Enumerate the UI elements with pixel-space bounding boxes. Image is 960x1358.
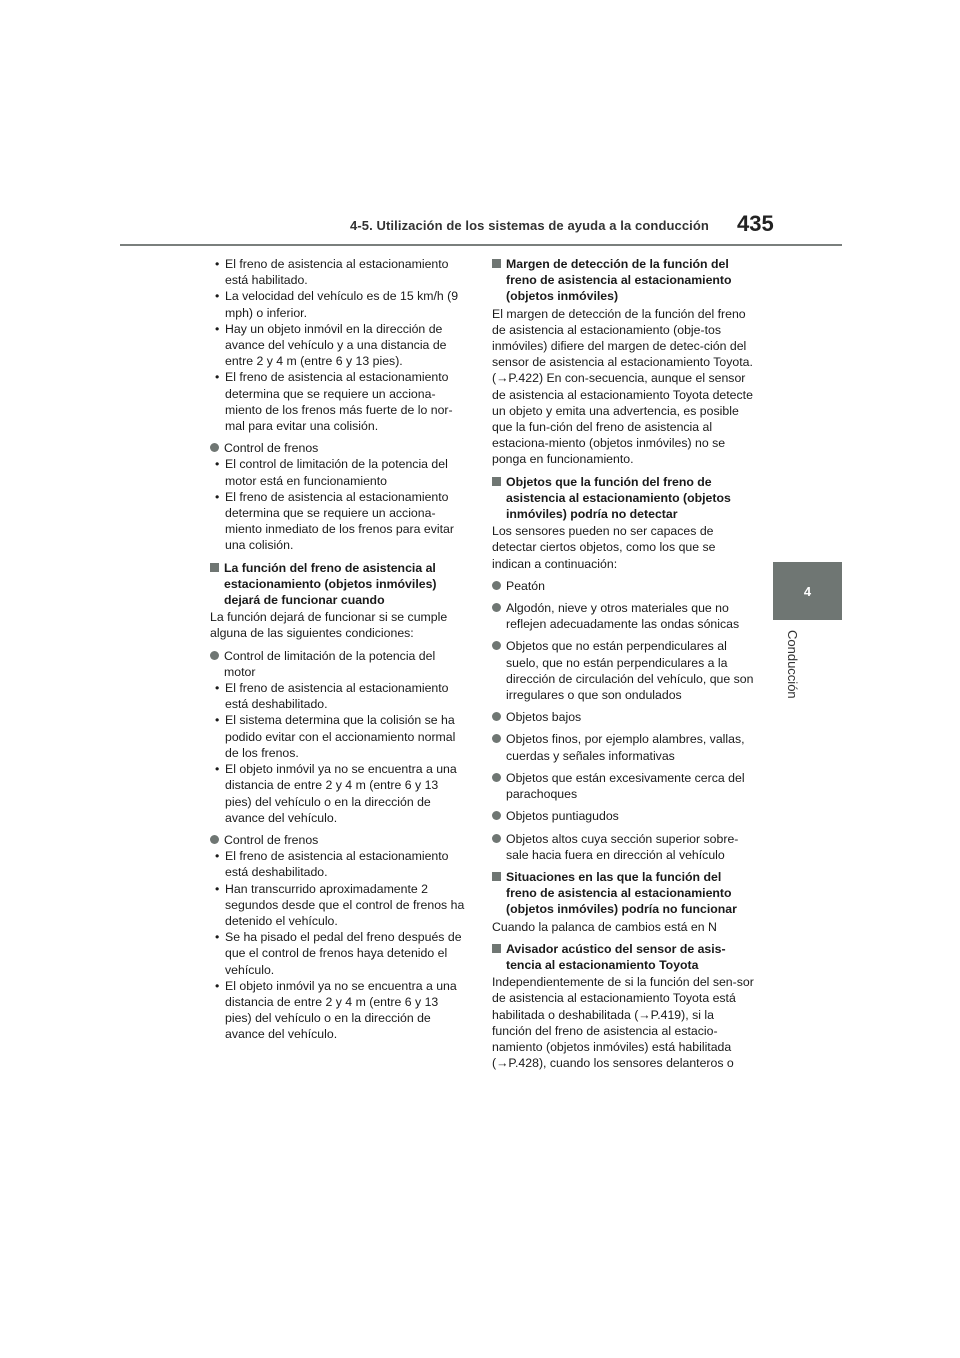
section-title: 4-5. Utilización de los sistemas de ayuda a la conducción bbox=[350, 218, 709, 233]
buzzer-heading: Avisador acústico del sensor de asis-tencia al estacionamiento Toyota bbox=[492, 941, 754, 973]
left-column bbox=[210, 256, 468, 1043]
list-item: • El freno de asistencia al estacionamiento está habilitado. bbox=[210, 256, 468, 288]
list-item: Peatón bbox=[492, 578, 754, 594]
list-item: Objetos altos cuya sección superior sobre-sale hacia fuera en dirección al vehículo bbox=[492, 831, 754, 863]
list-item: Objetos puntiagudos bbox=[492, 808, 754, 824]
buzzer-text: Independientemente de si la función del sen-sor de asistencia al estacionamiento Toyota está habilitada o deshabilitada (→P.419), si la función del freno de asistencia al estacio-namiento (objetos inmóviles) está habilitada (→P.428), cuando los sensores delanteros o bbox=[492, 975, 754, 1071]
list-item: • Hay un objeto inmóvil en la dirección de avance del vehículo y a una distancia de entre 2 y 4 m (entre 6 y 13 pies). bbox=[210, 321, 468, 370]
brake-control-item: Control de frenos bbox=[210, 832, 468, 848]
list-item: • La velocidad del vehículo es de 15 km/h (9 mph) o inferior. bbox=[210, 288, 468, 320]
list-item: Objetos bajos bbox=[492, 709, 754, 725]
right-column bbox=[492, 256, 754, 1071]
list-item: • El objeto inmóvil ya no se encuentra a una distancia de entre 2 y 4 m (entre 6 y 13 pies) del vehículo o en la dirección de avance del vehículo. bbox=[210, 978, 468, 1043]
list-item: • El freno de asistencia al estacionamiento determina que se requiere un acciona-miento de los frenos más fuerte de lo nor-mal para evitar una colisión. bbox=[210, 369, 468, 434]
chapter-tab: 4 bbox=[773, 562, 842, 620]
undetected-heading: Objetos que la función del freno de asistencia al estacionamiento (objetos inmóviles) podría no detectar bbox=[492, 474, 754, 523]
list-item: • El freno de asistencia al estacionamiento está deshabilitado. bbox=[210, 848, 468, 880]
limit-control-item: Control de limitación de la potencia del motor bbox=[210, 648, 468, 680]
stop-intro: La función dejará de funcionar si se cumple alguna de las siguientes condiciones: bbox=[210, 610, 448, 641]
list-item: Objetos finos, por ejemplo alambres, vallas, cuerdas y señales informativas bbox=[492, 731, 754, 763]
list-item: Objetos que están excesivamente cerca del parachoques bbox=[492, 770, 754, 802]
header-rule bbox=[120, 244, 842, 246]
list-item: • El objeto inmóvil ya no se encuentra a una distancia de entre 2 y 4 m (entre 6 y 13 pies) del vehículo o en la dirección de avance del vehículo. bbox=[210, 761, 468, 826]
undetected-intro: Los sensores pueden no ser capaces de detectar ciertos objetos, como los que se indican a continuación: bbox=[492, 524, 716, 571]
list-item: • El sistema determina que la colisión se ha podido evitar con el accionamiento normal de los frenos. bbox=[210, 712, 468, 761]
nofunction-heading: Situaciones en las que la función del freno de asistencia al estacionamiento (objetos inmóviles) podría no funcionar bbox=[492, 869, 754, 918]
list-item: • El control de limitación de la potencia del motor está en funcionamiento bbox=[210, 456, 468, 488]
list-item: • Han transcurrido aproximadamente 2 segundos desde que el control de frenos ha detenido el vehículo. bbox=[210, 881, 468, 930]
list-item: Objetos que no están perpendiculares al suelo, que no están perpendiculares a la dirección de circulación del vehículo, que son irregulares o que son ondulados bbox=[492, 638, 754, 703]
stop-heading: La función del freno de asistencia al estacionamiento (objetos inmóviles) dejará de funcionar cuando bbox=[210, 560, 468, 609]
chapter-label-text: Conducción bbox=[785, 630, 800, 699]
margin-text: El margen de detección de la función del freno de asistencia al estacionamiento (obje-tos inmóviles) difiere del margen de detec-ción del sensor de asistencia al estacionamiento Toyota. (→P.422) En con-secuencia, aunque el sensor de asistencia al estacionamiento Toyota detecte un objeto y emita una advertencia, es posible que la fun-ción del freno de asistencia al estaciona-miento (objetos inmóviles) no se ponga en funcionamiento. bbox=[492, 306, 753, 467]
list-item: • El freno de asistencia al estacionamiento está deshabilitado. bbox=[210, 680, 468, 712]
chapter-label bbox=[784, 630, 804, 730]
list-item: • Se ha pisado el pedal del freno después de que el control de frenos haya detenido el vehículo. bbox=[210, 929, 468, 978]
nofunction-text: Cuando la palanca de cambios está en N bbox=[492, 919, 717, 934]
brake-control-item: Control de frenos bbox=[210, 440, 468, 456]
margin-heading: Margen de detección de la función del freno de asistencia al estacionamiento (objetos inmóviles) bbox=[492, 256, 754, 305]
list-item: Algodón, nieve y otros materiales que no reflejen adecuadamente las ondas sónicas bbox=[492, 600, 754, 632]
list-item: • El freno de asistencia al estacionamiento determina que se requiere un acciona-miento inmediato de los frenos para evitar una colisión. bbox=[210, 489, 468, 554]
page-number: 435 bbox=[737, 211, 774, 236]
